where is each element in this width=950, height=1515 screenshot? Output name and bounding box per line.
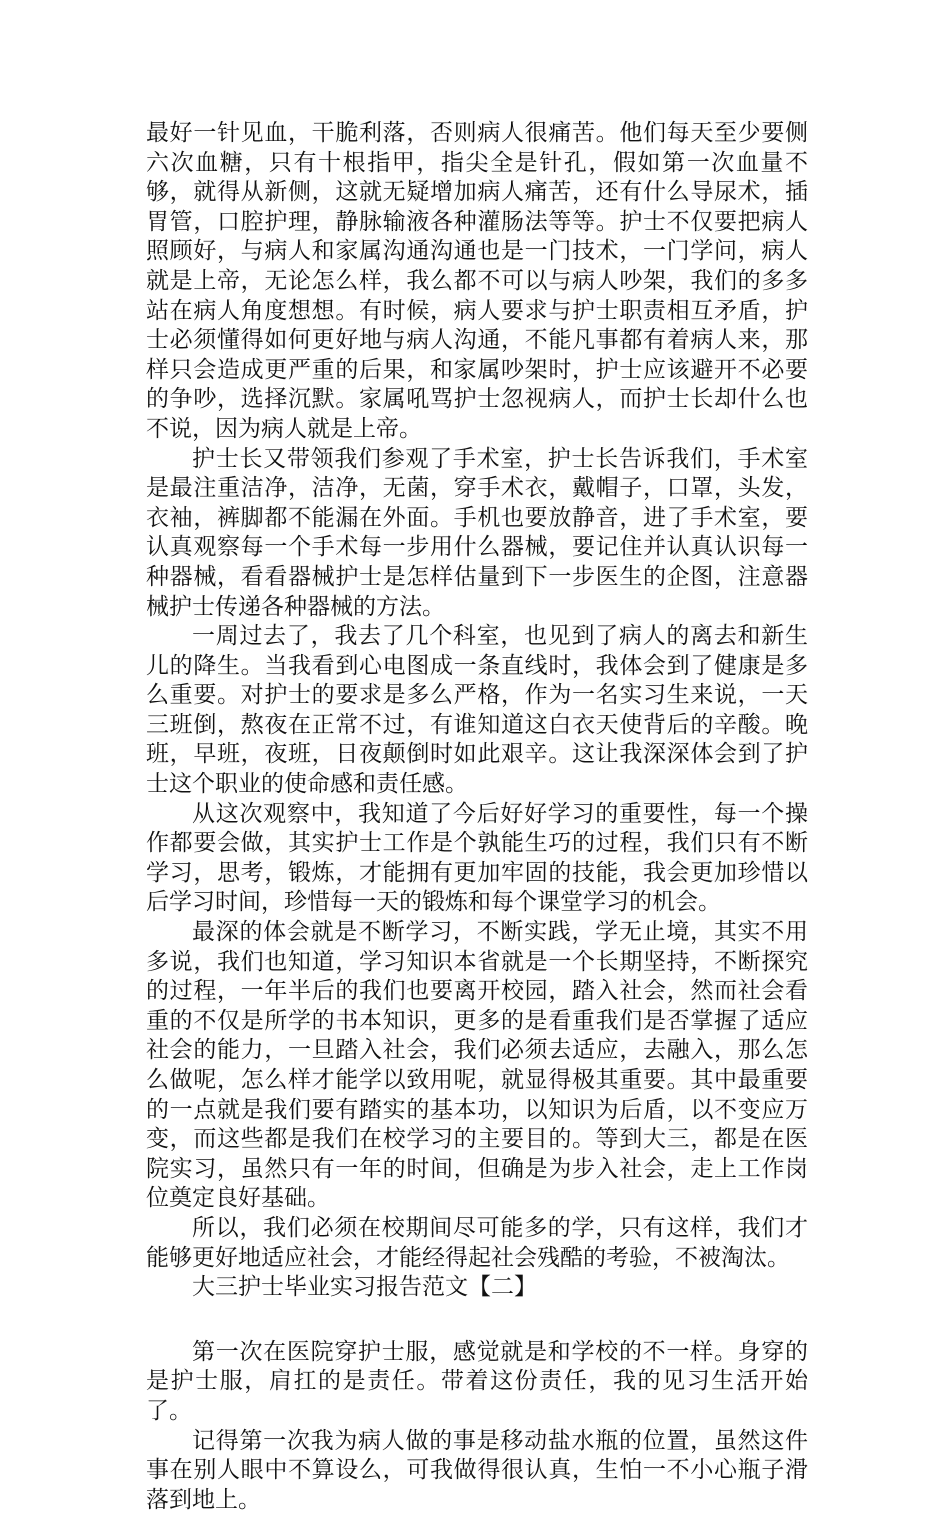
- paragraph-4: 从这次观察中，我知道了今后好好学习的重要性，每一个操作都要会做，其实护士工作是个孰能生巧的过程，我们只有不断学习，思考，锻炼，才能拥有更加牢固的技能，我会更加珍惜以后学习时间，珍惜每一天的锻炼和每个课堂学习的机会。: [146, 800, 808, 916]
- document-body: [146, 119, 808, 1515]
- paragraph-2: 护士长又带领我们参观了手术室，护士长告诉我们，手术室是最注重洁净，洁净，无菌，穿手术衣，戴帽子，口罩，头发，衣袖，裤脚都不能漏在外面。手机也要放静音，进了手术室，要认真观察每一个手术每一步用什么器械，要记住并认真认识每一种器械，看看器械护士是怎样估量到下一步医生的企图，注意器械护士传递各种器械的方法。: [146, 445, 808, 620]
- paragraph-1: 最好一针见血，干脆利落，否则病人很痛苦。他们每天至少要侧六次血糖，只有十根指甲，指尖全是针孔，假如第一次血量不够，就得从新侧，这就无疑增加病人痛苦，还有什么导尿术，插胃管，口腔护理，静脉输液各种灌肠法等等。护士不仅要把病人照顾好，与病人和家属沟通沟通也是一门技术，一门学问，病人就是上帝，无论怎么样，我么都不可以与病人吵架，我们的多多站在病人角度想想。有时候，病人要求与护士职责相互矛盾，护士必须懂得如何更好地与病人沟通，不能凡事都有着病人来，那样只会造成更严重的后果，和家属吵架时，护士应该避开不必要的争吵，选择沉默。家属吼骂护士忽视病人，而护士长却什么也不说，因为病人就是上帝。: [146, 120, 808, 442]
- paragraph-8: 记得第一次我为病人做的事是移动盐水瓶的位置，虽然这件事在别人眼中不算设么，可我做得很认真，生怕一不小心瓶子滑落到地上。: [146, 1427, 808, 1513]
- blank-line: [146, 1303, 808, 1338]
- paragraph-3: 一周过去了，我去了几个科室，也见到了病人的离去和新生儿的降生。当我看到心电图成一条直线时，我体会到了健康是多么重要。对护士的要求是多么严格，作为一名实习生来说，一天三班倒，熬夜在正常不过，有谁知道这白衣天使背后的辛酸。晚班，早班，夜班，日夜颠倒时如此艰辛。这让我深深体会到了护士这个职业的使命感和责任感。: [146, 623, 808, 798]
- paragraph-5: 最深的体会就是不断学习，不断实践，学无止境，其实不用多说，我们也知道，学习知识本省就是一个长期坚持，不断探究的过程，一年半后的我们也要离开校园，踏入社会，然而社会看重的不仅是所学的书本知识，更多的是看重我们是否掌握了适应社会的能力，一旦踏入社会，我们必须去适应，去融入，那么怎么做呢，怎么样才能学以致用呢，就显得极其重要。其中最重要的一点就是我们要有踏实的基本功，以知识为后盾，以不变应万变，而这些都是我们在校学习的主要目的。等到大三，都是在医院实习，虽然只有一年的时间，但确是为步入社会，走上工作岗位奠定良好基础。: [146, 919, 808, 1212]
- section-heading: 大三护士毕业实习报告范文【二】: [192, 1274, 537, 1301]
- paragraph-7: 第一次在医院穿护士服，感觉就是和学校的不一样。身穿的是护士服，肩扛的是责任。带着这份责任，我的见习生活开始了。: [146, 1338, 808, 1424]
- paragraph-6: 所以，我们必须在校期间尽可能多的学，只有这样，我们才能够更好地适应社会，才能经得起社会残酷的考验，不被淘汰。: [146, 1214, 808, 1271]
